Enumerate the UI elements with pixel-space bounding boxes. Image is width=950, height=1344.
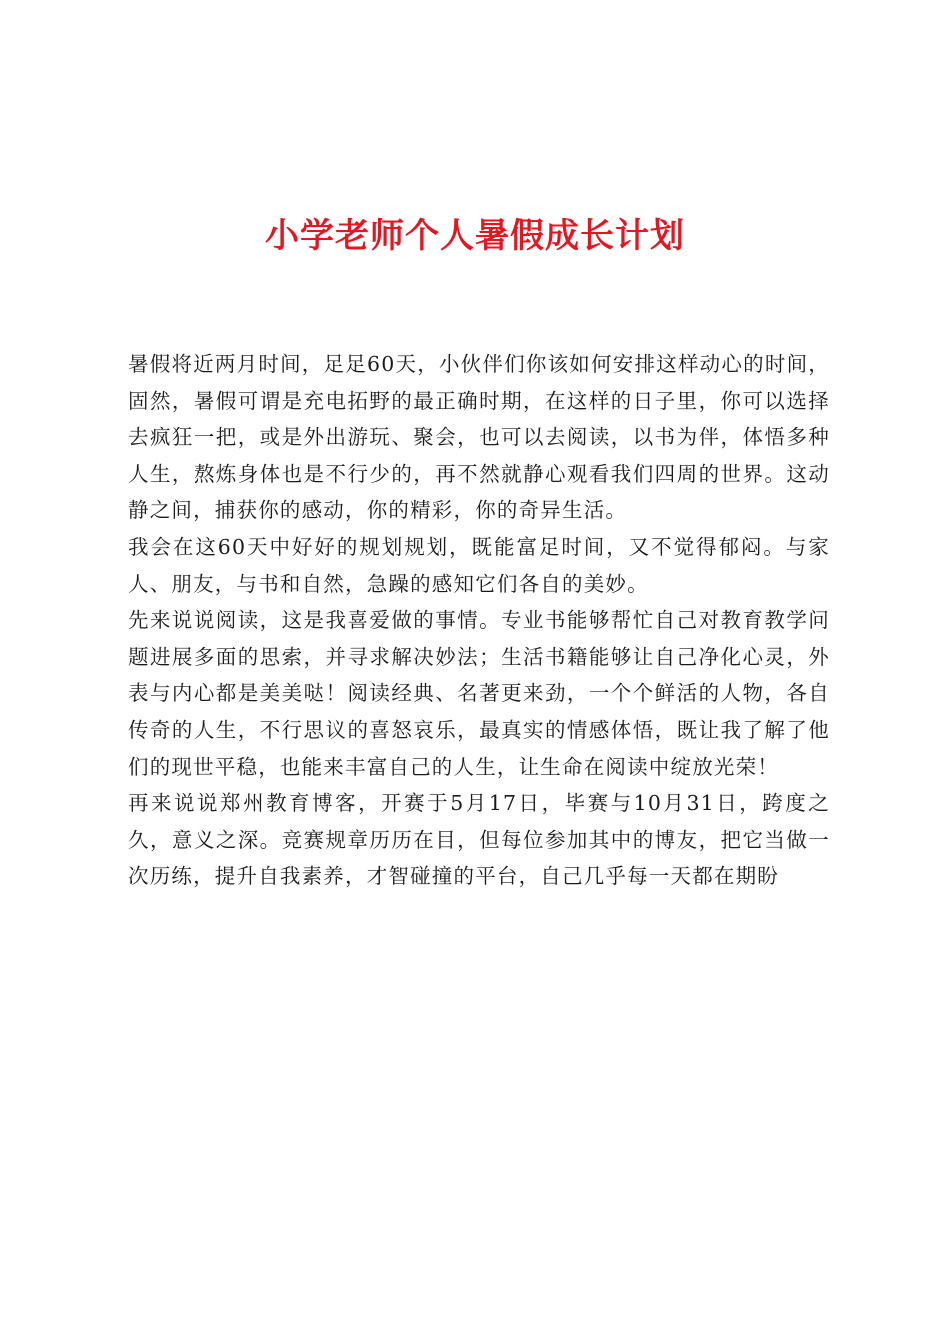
- paragraph-1: 暑假将近两月时间，足足60天，小伙伴们你该如何安排这样动心的时间，固然，暑假可谓是充电拓野的最正确时期，在这样的日子里，你可以选择去疯狂一把，或是外出游玩、聚会，也可以去阅读，以书为伴，体悟多种人生，熬炼身体也是不行少的，再不然就静心观看我们四周的世界。这动静之间，捕获你的感动，你的精彩，你的奇异生活。: [128, 352, 830, 523]
- document-title: 小学老师个人暑假成长计划: [265, 216, 685, 256]
- paragraph-2: 我会在这60天中好好的规划规划，既能富足时间，又不觉得郁闷。与家人、朋友，与书和自然，急躁的感知它们各自的美妙。: [128, 534, 830, 596]
- paragraph-3: 先来说说阅读，这是我喜爱做的事情。专业书能够帮忙自己对教育教学问题进展多面的思索，并寻求解决妙法；生活书籍能够让自己净化心灵，外表与内心都是美美哒！阅读经典、名著更来劲，一个个鲜活的人物，各自传奇的人生，不行思议的喜怒哀乐，最真实的情感体悟，既让我了解了他们的现世平稳，也能来丰富自己的人生，让生命在阅读中绽放光荣！: [128, 608, 830, 779]
- document-body: [128, 346, 830, 895]
- paragraph-4: 再来说说郑州教育博客，开赛于5月17日，毕赛与10月31日，跨度之久，意义之深。竞赛规章历历在目，但每位参加其中的博友，把它当做一次历练，提升自我素养，才智碰撞的平台，自己几乎每一天都在期盼: [128, 791, 830, 889]
